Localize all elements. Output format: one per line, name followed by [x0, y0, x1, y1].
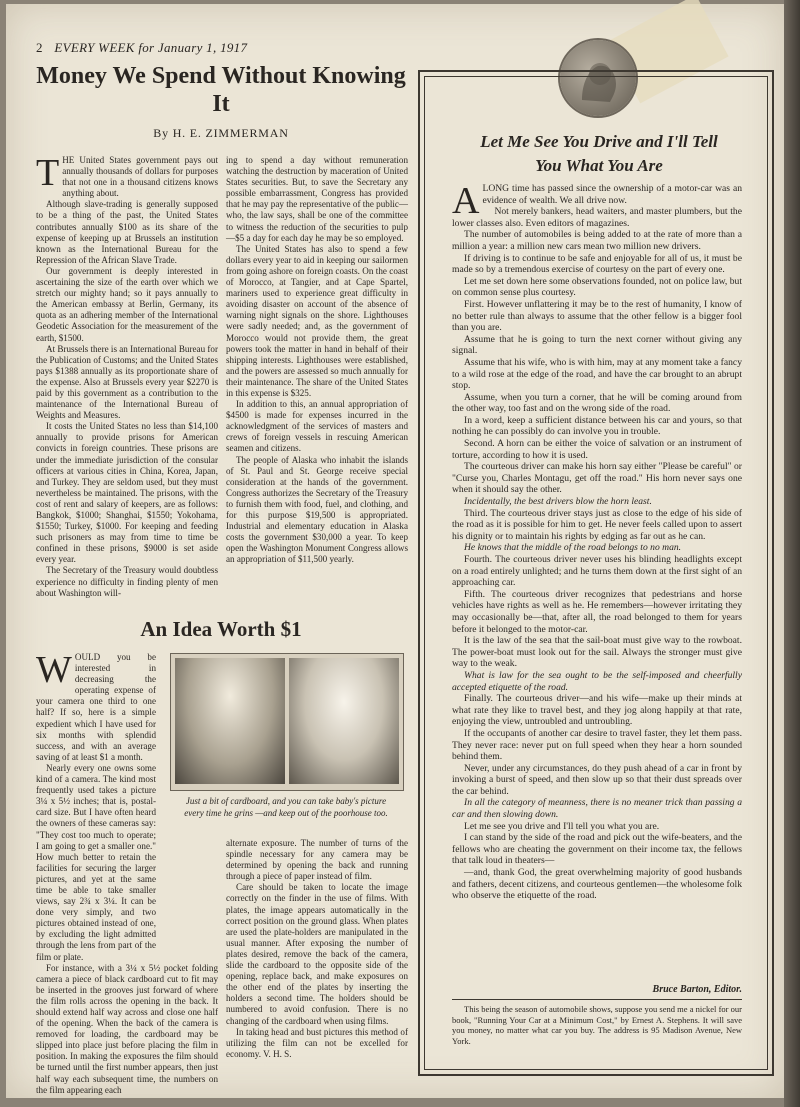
paragraph: It costs the United States no less than $14,100 annually to provide prisons for American convicts in foreign countries. These prisons are under the immediate jurisdiction of the consular officers at various cities in China, Korea, Japan, and Turkey. They are seldom used, but they must nevertheless be maintained. The prisons, with the cost of rent and salary of keepers, are as follows: Bangkok, $1000; Shanghai, $1550; Yokohama, $1550; Turkey, $1000. For keeping and feeding such prisoners as may from time to time be confined in these prisons, $9000 is set aside every year.: [36, 421, 218, 565]
editorial-body: [452, 180, 742, 1023]
editorial-paragraph: In a word, keep a sufficient distance between his car and yours, so that nothing he can possibly do can involve you in trouble.: [452, 414, 742, 438]
editorial-paragraph: The courteous driver can make his horn say either "Please be careful" or "Curse you, Charles Montagu, get off the road." His horn never says one when it should say the other.: [452, 461, 742, 496]
editorial-paragraph: Assume that he is going to turn the next corner without giving any signal.: [452, 333, 742, 357]
baby-image-left: [175, 658, 285, 784]
idea-column-2: [226, 838, 408, 1082]
editorial-paragraph: Fourth. The courteous driver never uses his blinding headlights except on a road entirely unlighted; and he turns them down at the first sight of an approaching car.: [452, 554, 742, 589]
editorial-paragraph: Let me see you drive and I'll tell you what you are.: [464, 820, 660, 832]
editorial-paragraph: Finally. The courteous driver—and his wife—make up their minds at what rate they like to travel best, and they jog along happily at that rate, enjoying the view, untroubled and untroubling.: [452, 693, 742, 728]
paragraph: In taking head and bust pictures this method of utilizing the film can not be excelled for economy. V. H. S.: [226, 1026, 408, 1059]
editorial-paragraph: First. However unflattering it may be to the rest of humanity, I know of no better rule than always to assume that the other fellow is a bigger fool than you are.: [452, 298, 742, 334]
paragraph: Although slave-trading is generally supposed to be a thing of the past, the United States contributes annually $100 as its share of the expense of keeping up at Brussels an institution known as the International Bureau for the Repression of the African Slave Trade.: [36, 199, 218, 265]
running-head: [36, 40, 247, 56]
editorial-paragraph: Second. A horn can be either the voice of salvation or an instrument of torture, according to how it is used.: [452, 438, 742, 461]
editorial-title-line-1: Let Me See You Drive and I'll Tell: [480, 132, 718, 151]
editorial-paragraph: Never, under any circumstances, do they push ahead of a car in front by invoking a burst of speed, and then slow up so that their dust spreads over the car behind.: [452, 762, 742, 797]
paragraph: For instance, with a 3¼ x 5½ pocket folding camera a piece of black cardboard cut to fit may be inserted in the grooves just forward of where the film rolls across the opening in the back. It should extend half way across and close one half of the opening. When the back of the camera is removed for loading, the cardboard may be slipped into place just before placing the film in position. In making the exposures the film should be turned until the first number appears, then just half way each subsequent time, the numbers on the film appearing each: [36, 962, 218, 1095]
divider: [452, 999, 742, 1000]
editorial-paragraph: Not merely bankers, head waiters, and master plumbers, but the lower classes also. Even editors of magazines.: [452, 206, 742, 229]
article-title-idea: An Idea Worth $1: [140, 617, 302, 641]
paragraph: OULD you be interested in decreasing the operating expense of your camera one third to one half? If so, here is a simple expedient which I have used for six months with splendid success, and with an average saving of at least $1 a month.: [36, 652, 156, 762]
baby-image-right: [289, 658, 399, 784]
money-column-1: [36, 152, 218, 610]
drop-cap: A: [452, 180, 480, 222]
editorial-paragraph: If driving is to continue to be safe and enjoyable for all of us, it must be made so by a tremendous exercise of courtesy on the part of every one.: [452, 252, 742, 276]
editor-signoff: Bruce Barton, Editor.: [652, 984, 742, 995]
paragraph: ing to spend a day without remuneration watching the destruction by maceration of United States securities. But, to save the Secretary any possible embarrassment, Congress has provided that he may pay the representative of the public—who, the law says, shall be one of the committee to witness the reduction of the securities to pulp—$5 a day for each day he may be so employed.: [226, 155, 408, 243]
paragraph: alternate exposure. The number of turns of the spindle necessary for any camera may be determined by opening the back and running through a piece of paper instead of film.: [226, 838, 408, 882]
paragraph: The Secretary of the Treasury would doubtless experience no difficulty in finding plenty of men about Washington will-: [36, 565, 218, 598]
paragraph: The United States has also to spend a few dollars every year to aid in keeping our sailormen from going ashore on foreign coasts. On the coast of Morocco, at Tangier, and at Cape Spartel, mariners used to experience great difficulty in avoiding disaster on account of the absence of warning night signals on the shore. Lighthouses were sadly needed; and, as the government of Morocco would not provide them, the great powers took the matter in hand in behalf of their shipping interests. Lighthouses were established, and the powers are assessed so much annually for their maintenance. The share of the United States in this expense is $325.: [226, 243, 408, 398]
editorial-paragraph: Incidentally, the best drivers blow the horn least.: [464, 496, 652, 508]
book-offer-note: This being the season of automobile shows, suppose you send me a nickel for our book, "Running Your Car at a Minimum Cost," by Ernest A. Stephens. It will save you money, no matter what car you buy. The address is 95 Madison Avenue, New York.: [452, 1004, 742, 1046]
paragraph: At Brussels there is an International Bureau for the Publication of Customs; and the United States pays $1388 annually as its proportionate share of the expense. Also at Brussels every year $2270 is paid by this government as a contribution to the maintenance of the International Bureau of Weights and Measures.: [36, 343, 218, 421]
editorial-paragraph: Third. The courteous driver stays just as close to the edge of his side of the road as it is possible for him to get. He never feels called upon to assert his dignity or to maintain his rights by edging as far out as he can.: [452, 507, 742, 542]
article-byline: By H. E. ZIMMERMAN: [153, 126, 289, 140]
page-number: 2: [36, 40, 43, 55]
editorial-paragraph: In all the category of meanness, there is no meaner trick than passing a car and then slowing down.: [452, 797, 742, 821]
editorial-paragraph: Let me set down here some observations founded, not on police law, but on common sense plus courtesy.: [452, 275, 742, 299]
editorial-paragraph: —and, thank God, the great overwhelming majority of good husbands and fathers, decent citizens, and courteous gentlemen—the wholesome folk who observe the etiquette of the road.: [452, 867, 742, 902]
editorial-title: [440, 130, 758, 178]
paragraph: Nearly every one owns some kind of a camera. The kind most frequently used takes a picture 3¼ x 5½ inches; that is, postal-card size. But I have often heard the owners of these cameras say: "They cost too much to operate; I am going to get a smaller one." How much better to retain the facilities for securing the larger pictures, and yet at the same time be able to take smaller views, say 2¾ x 3¼. It can be done very simply, and two pictures obtained instead of one, by excluding the light admitted through the lens from part of the film or plate.: [36, 762, 156, 962]
editorial-paragraph: Fifth. The courteous driver recognizes that pedestrians and horse vehicles have rights as well as he. He remembers—however irritating they may occasionally be—that, after all, the road belonged to them for years before it belonged to the motor-car.: [452, 588, 742, 635]
photo-caption: Just a bit of cardboard, and you can take baby's picture every time he grins —and keep out of the poorhouse too.: [184, 796, 388, 818]
editorial-paragraph: I can stand by the side of the road and pick out the wife-beaters, and the fellows who are cheating the government on their income tax, the fellows that talk loud in theaters—: [452, 832, 742, 867]
drop-cap: W: [36, 649, 72, 691]
paragraph: The people of Alaska who inhabit the islands of St. Paul and St. George receive special consideration at the hands of the government. Congress authorizes the Secretary of the Treasury to furnish them with food, fuel, and clothing, and for this purpose $19,500 is appropriated. Industrial and elementary education in Alaska costs the government $30,000 a year. To keep open the Washington Monument Congress allows an appropriation of $11,500 yearly.: [226, 454, 408, 565]
editorial-paragraph: Assume, when you turn a corner, that he will be coming around from the other way, too fast and on the wrong side of the road.: [452, 391, 742, 415]
paragraph: HE United States government pays out annually thousands of dollars for purposes that not one in a thousand citizens knows anything about.: [62, 155, 218, 199]
editorial-paragraph: If the occupants of another car desire to travel faster, they let them pass. They never race: never put on full speed when they hear a horn sounded behind them.: [452, 727, 742, 763]
baby-photo: [170, 653, 404, 791]
editorial-paragraph: What is law for the sea ought to be the self-imposed and cheerfully accepted etiquette of the road.: [452, 669, 742, 693]
editorial-paragraph: LONG time has passed since the ownership of a motor-car was an evidence of wealth. We all drive now.: [482, 183, 742, 206]
binding-edge: [784, 0, 800, 1107]
paragraph: In addition to this, an annual appropriation of $4500 is made for expenses incurred in the acknowledgment of the services of masters and crews of foreign vessels in rescuing American seamen and citizens.: [226, 399, 408, 454]
editorial-title-line-2: You What You Are: [535, 156, 663, 175]
editorial-paragraph: The number of automobiles is being added to at the rate of more than a million a year: a million new cars mean two million new drivers.: [452, 229, 742, 252]
editorial-paragraph: Assume that his wife, who is with him, may at any moment take a fancy to a wild rose at the edge of the road, and have the car brought to an abrupt stop.: [452, 356, 742, 392]
editorial-paragraph: It is the law of the sea that the sail-boat must give way to the rowboat. The power-boat must look out for the sail. Always the stronger must give way to the weak.: [452, 635, 742, 670]
money-column-2: [226, 155, 408, 610]
paragraph: Our government is deeply interested in ascertaining the size of the earth over which we stretch our mighty hand; so it pays annually to the American embassy at Berlin, Germany, its quota as an adhering member of the International Geodetic Association for the measurement of the earth, $1500.: [36, 265, 218, 343]
article-title-money: Money We Spend Without Knowing It: [36, 63, 406, 117]
paragraph: Care should be taken to locate the image correctly on the finder in the use of films. With plates, the image appears automatically in the correct position on the ground glass. When plates are used the plate-holders are manipulated in the usual manner. After exposing the number of plates desired, remove the back of the camera, slide the cardboard to the opposite side of the opening, replace back, and make exposures on the other end of the plates by inserting the holders a second time. The holders should be numbered to avoid confusion. There is no changing of the cardboard when using films.: [226, 882, 408, 1026]
drop-cap: T: [36, 152, 60, 194]
issue-line: EVERY WEEK for January 1, 1917: [54, 40, 248, 55]
editorial-paragraph: He knows that the middle of the road belongs to no man.: [464, 542, 682, 554]
